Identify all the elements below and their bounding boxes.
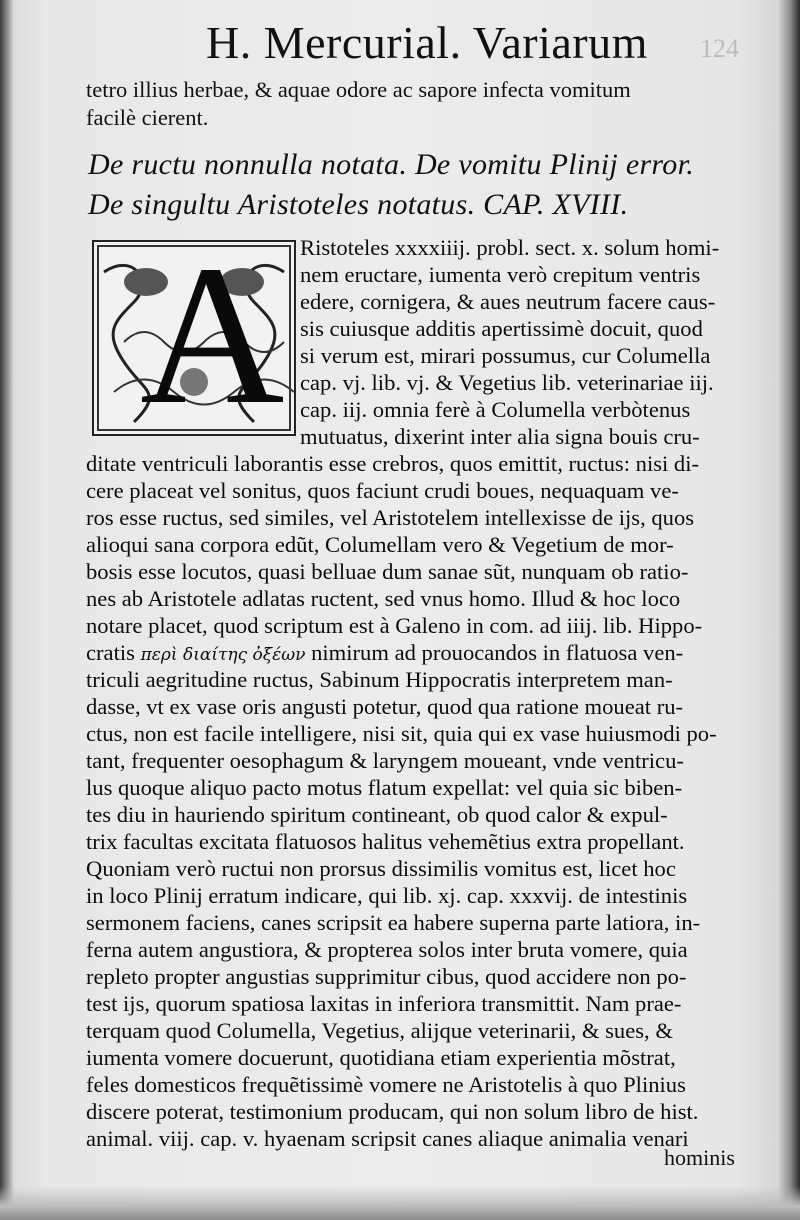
- page-edge-right: [778, 0, 800, 1220]
- text-line: sis cuiusque additis apertissimè docuit, quod: [300, 316, 703, 341]
- text-line: tant, frequenter oesophagum & laryngem moueant, vnde ventricu-: [86, 748, 684, 773]
- text-line: repleto propter angustias supprimitur cibus, quod accidere non po-: [86, 964, 687, 989]
- text-line: Ristoteles xxxxiiij. probl. sect. x. solum homi-: [300, 235, 720, 260]
- text-line: ditate ventriculi laborantis esse crebros, quos emittit, ructus: nisi di-: [86, 451, 700, 476]
- text-line: cap. iij. omnia ferè à Columella verbòtenus: [300, 397, 691, 422]
- binding-shadow: [0, 0, 14, 1220]
- text-line: trix facultas excitata flatuosos halitus vehemẽtius extra propellant.: [86, 829, 685, 854]
- text-line: tes diu in hauriendo spiritum contineant, ob quod calor & expul-: [86, 802, 668, 827]
- text-line: mutuatus, dixerint inter alia signa bouis cru-: [300, 424, 700, 449]
- lead-line: facilè cierent.: [86, 105, 209, 130]
- greek-phrase: περὶ διαίτης ὀξέων: [140, 645, 306, 665]
- text-line: terquam quod Columella, Vegetius, alijque veterinarii, & sues, &: [86, 1018, 673, 1043]
- text-line: triculi aegritudine ructus, Sabinum Hippocratis interpretem man-: [86, 667, 673, 692]
- page-edge-bottom: [0, 1186, 800, 1220]
- text-line: si verum est, mirari possumus, cur Columella: [300, 343, 711, 368]
- text-line: cap. vj. lib. vj. & Vegetius lib. veterinariae iij.: [300, 370, 714, 395]
- text-line: nem eructare, iumenta verò crepitum ventris: [300, 262, 701, 287]
- text-line: test ijs, quorum spatiosa laxitas in inferiora transmittit. Nam prae-: [86, 991, 682, 1016]
- running-head: H. Mercurial. Variarum: [206, 17, 648, 68]
- text-line: nes ab Aristotele adlatas ructent, sed vnus homo. Illud & hoc loco: [86, 586, 681, 611]
- text-line: ferna autem angustiora, & propterea solos inter bruta vomere, quia: [86, 937, 688, 962]
- catchword: hominis: [664, 1145, 735, 1170]
- text-line: animal. viij. cap. v. hyaenam scripsit canes aliaque animalia venari: [86, 1126, 689, 1151]
- text-line: feles domesticos frequẽtissimè vomere ne Aristotelis à quo Plinius: [86, 1072, 686, 1097]
- text-line: sermonem faciens, canes scripsit ea habere superna parte latiora, in-: [86, 910, 701, 935]
- text-line: ros esse ructus, sed similes, vel Aristotelem intellexisse de ijs, quos: [86, 505, 695, 530]
- text-line: iumenta vomere docuerunt, quotidiana etiam experientia mõstrat,: [86, 1045, 676, 1070]
- text-line: cere placeat vel sonitus, quos faciunt crudi boues, nequaquam ve-: [86, 478, 679, 503]
- text-fragment: cratis: [86, 640, 135, 665]
- initial-letter: A: [140, 225, 285, 446]
- text-line: edere, cornigera, & aues neutrum facere caus-: [300, 289, 716, 314]
- text-line: Quoniam verò ructui non prorsus dissimilis vomitus est, licet hoc: [86, 856, 676, 881]
- text-line: in loco Plinij erratum indicare, qui lib. xj. cap. xxxvij. de intestinis: [86, 883, 688, 908]
- text-line: dasse, vt ex vase oris angusti potetur, quod qua ratione moueat ru-: [86, 694, 684, 719]
- chapter-title: De ructu nonnulla notata. De vomitu Plinij error.: [88, 148, 695, 181]
- text-line: notare placet, quod scriptum est à Galeno in com. ad iiij. lib. Hippo-: [86, 613, 703, 638]
- text-line: discere poterat, testimonium producam, qui non solum libro de hist.: [86, 1099, 699, 1124]
- text-fragment: nimirum ad prouocandos in flatuosa ven-: [311, 640, 684, 665]
- text-line: ctus, non est facile intelligere, nisi sit, quia qui ex vase huiusmodi po-: [86, 721, 717, 746]
- page-number: 124: [700, 34, 739, 63]
- text-line: alioqui sana corpora edũt, Columellam vero & Vegetium de mor-: [86, 532, 674, 557]
- text-line: bosis esse locutos, quasi belluae dum sanae sũt, nunquam ob ratio-: [86, 559, 689, 584]
- text-line-with-greek: [86, 639, 766, 669]
- chapter-title: De singultu Aristoteles notatus. CAP. XVIII.: [88, 188, 629, 221]
- text-line: lus quoque aliquo pacto motus flatum expellat: vel quia sic biben-: [86, 775, 683, 800]
- lead-line: tetro illius herbae, & aquae odore ac sapore infecta vomitum: [86, 77, 631, 102]
